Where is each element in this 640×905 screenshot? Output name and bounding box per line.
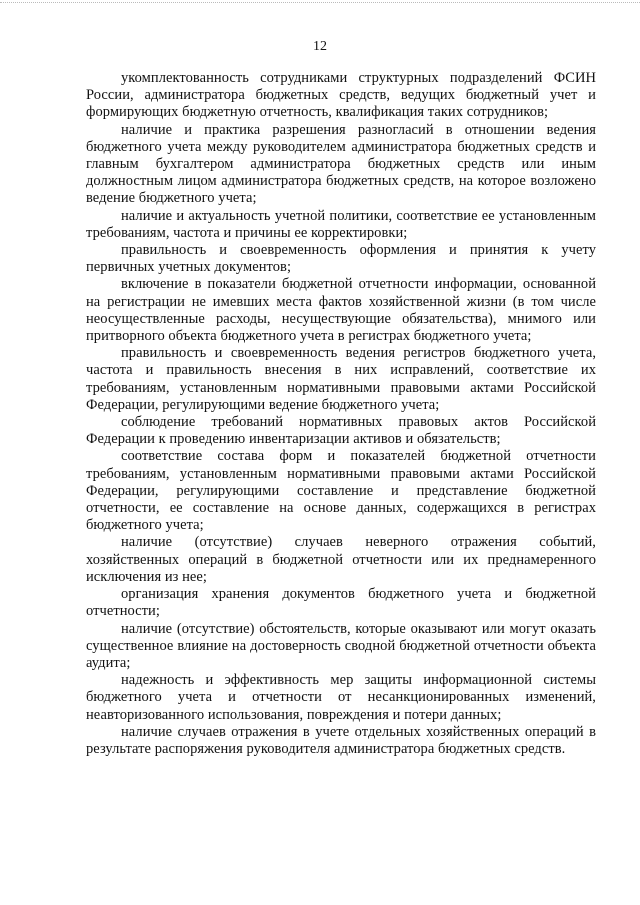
paragraph-management-orders: наличие случаев отражения в учете отдельных хозяйственных операций в результате распоряжения руководителя администратора бюджетных средств. (86, 723, 596, 757)
paragraph-material-circumstances: наличие (отсутствие) обстоятельств, которые оказывают или могут оказать существенное влияние на достоверность сводной бюджетной отчетности объекта аудита; (86, 620, 596, 671)
paragraph-disagreements: наличие и практика разрешения разногласий в отношении ведения бюджетного учета между руководителем администратора бюджетных средств и главным бухгалтером администратора бюджетных средств или иным должностным лицом администратора бюджетных средств, на которое возложено ведение бюджетного учета; (86, 121, 596, 207)
paragraph-reporting-forms: соответствие состава форм и показателей бюджетной отчетности требованиям, установленным нормативными правовыми актами Российской Федерации, регулирующими составление и представление бюджетной отчетности, ее составление на основе данных, содержащихся в регистрах бюджетного учета; (86, 448, 596, 534)
paragraph-staffing: укомплектованность сотрудниками структурных подразделений ФСИН России, администратора бюджетных средств, ведущих бюджетный учет и формирующих бюджетную отчетность, квалификация таких сотрудников; (86, 70, 596, 121)
paragraph-accounting-policy: наличие и актуальность учетной политики, соответствие ее установленным требованиям, частота и причины ее корректировки; (86, 207, 596, 241)
document-body (86, 70, 596, 758)
paragraph-information-security: надежность и эффективность мер защиты информационной системы бюджетного учета и отчетности от несанкционированных изменений, неавторизованного использования, повреждения и потери данных; (86, 672, 596, 723)
paragraph-fictitious-facts: включение в показатели бюджетной отчетности информации, основанной на регистрации не имевших места фактов хозяйственной жизни (в том числе неосуществленные расходы, несуществующие обязательства), мнимого или притворного объекта бюджетного учета в регистрах бюджетного учета; (86, 276, 596, 345)
paragraph-primary-documents: правильность и своевременность оформления и принятия к учету первичных учетных документов; (86, 242, 596, 276)
paragraph-misstatements: наличие (отсутствие) случаев неверного отражения событий, хозяйственных операций в бюджетной отчетности или их преднамеренного исключения из нее; (86, 534, 596, 585)
paragraph-registers: правильность и своевременность ведения регистров бюджетного учета, частота и правильность внесения в них исправлений, соответствие их требованиям, установленным нормативными правовыми актами Российской Федерации, регулирующими ведение бюджетного учета; (86, 345, 596, 413)
top-scan-rule (0, 2, 640, 3)
page-number: 12 (313, 39, 327, 54)
paragraph-inventory: соблюдение требований нормативных правовых актов Российской Федерации к проведению инвентаризации активов и обязательств; (86, 414, 596, 448)
paragraph-document-storage: организация хранения документов бюджетного учета и бюджетной отчетности; (86, 586, 596, 620)
